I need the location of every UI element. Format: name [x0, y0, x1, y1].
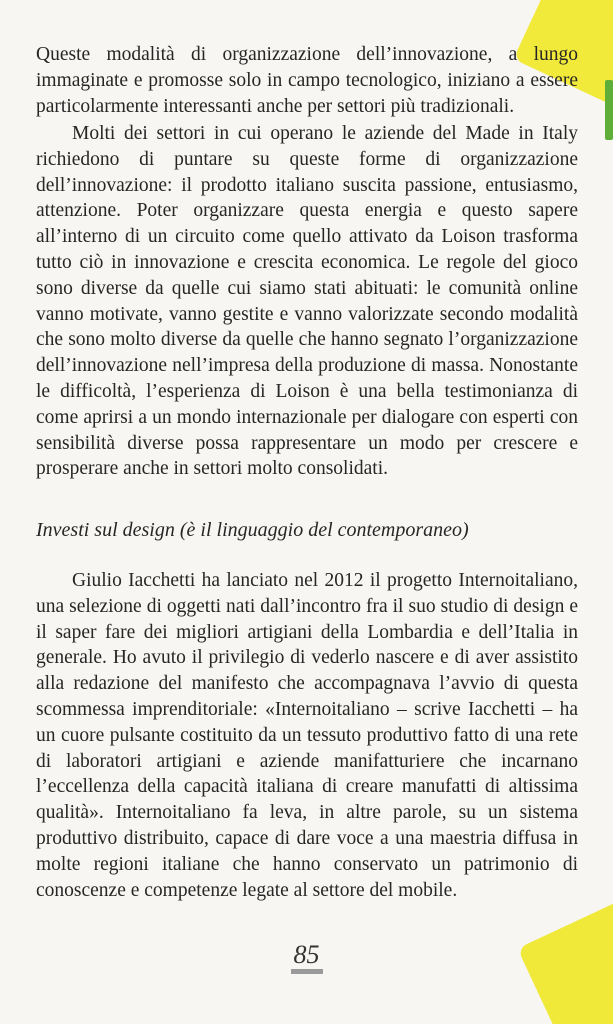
paragraph-1: Queste modalità di organizzazione dell’innovazione, a lungo immaginate e promosse solo in campo tecnologico, iniziano a essere particolarmente interessanti anche per settori più tradizionali.	[36, 44, 578, 117]
page-number-rule	[291, 969, 323, 974]
page-edge-decoration-green	[605, 80, 613, 140]
page-number: 85	[293, 940, 320, 969]
paragraph-3: Giulio Iacchetti ha lanciato nel 2012 il progetto Internoitaliano, una selezione di oggetti nati dall’incontro fra il suo studio di design e il saper fare dei migliori artigiani della Lombardia e dell’Italia in generale. Ho avuto il privilegio di vederlo nascere e di aver assistito alla redazione del manifesto che accompagnava l’avvio di questa scommessa imprenditoriale: «Internoitaliano – scrive Iacchetti – ha un cuore pulsante costituito da un tessuto produttivo fatto di una rete di laboratori artigiani e aziende manifatturiere che incarnano l’eccellenza della capacità italiana di creare manufatti di altissima qualità». Internoitaliano fa leva, in altre parole, su un sistema produttivo distribuito, capace di dare voce a una maestria diffusa in molte regioni italiane che hanno conservato un patrimonio di conoscenze e competenze legate al settore del mobile.	[36, 570, 578, 901]
section-heading: Investi sul design (è il linguaggio del contemporaneo)	[36, 519, 469, 541]
paragraph-2: Molti dei settori in cui operano le aziende del Made in Italy richiedono di puntare su queste forme di organizzazione dell’innovazione: il prodotto italiano suscita passione, entusiasmo, attenzione. Poter organizzare questa energia e questo sapere all’interno di un circuito come quello attivato da Loison trasforma tutto ciò in innovazione e crescita economica. Le regole del gioco sono diverse da quelle cui siamo stati abituati: le comunità online vanno motivate, vanno gestite e vanno valorizzate secondo modalità che sono molto diverse da quelle che hanno segnato l’organizzazione dell’innovazione nell’impresa della produzione di massa. Nonostante le difficoltà, l’esperienza di Loison è una bella testimonianza di come aprirsi a un mondo internazionale per dialogare con esperti con sensibilità diverse possa rappresentare un modo per crescere e prosperare anche in settori molto consolidati.	[36, 123, 578, 480]
